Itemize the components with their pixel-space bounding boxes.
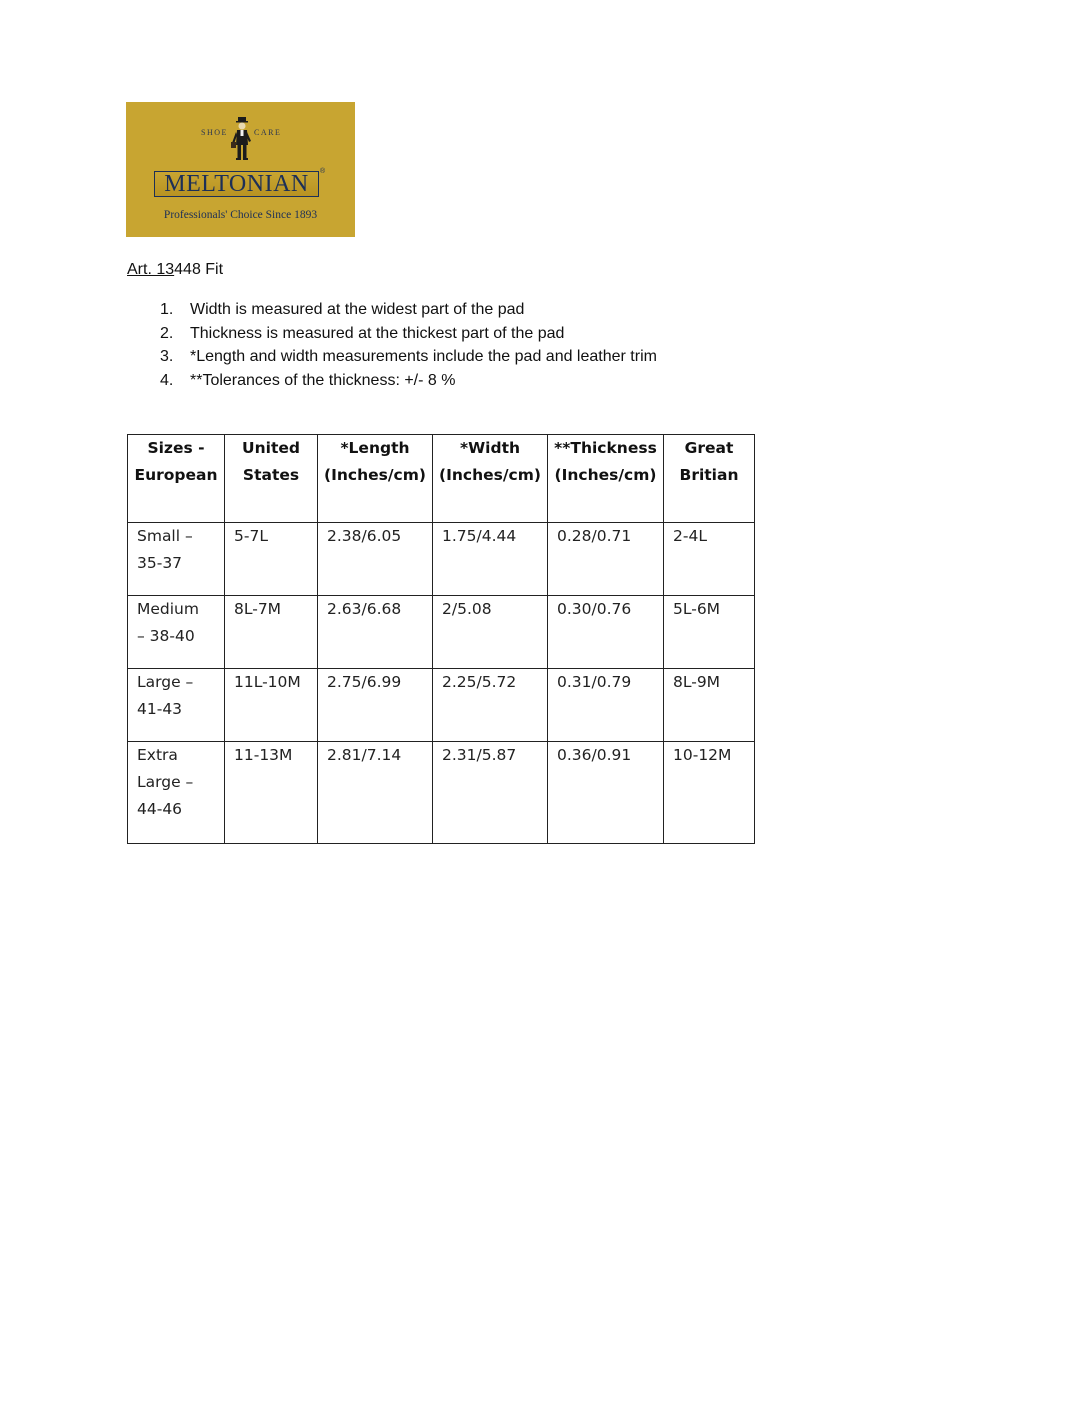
cell-thickness: 0.31/0.79 bbox=[548, 669, 664, 742]
cell-size-european: Small – 35-37 bbox=[128, 523, 225, 596]
logo-tagline: Professionals' Choice Since 1893 bbox=[163, 209, 318, 221]
logo-care-text: CARE bbox=[254, 128, 282, 137]
cell-width: 2/5.08 bbox=[433, 596, 548, 669]
note-text: Thickness is measured at the thickest part of the pad bbox=[190, 324, 565, 342]
size-fit-table bbox=[127, 434, 755, 844]
note-text: *Length and width measurements include the pad and leather trim bbox=[190, 348, 657, 365]
cell-gb-size: 2-4L bbox=[664, 523, 755, 596]
logo-registered-mark: ® bbox=[320, 168, 326, 175]
logo-shoe-text: SHOE bbox=[201, 128, 228, 137]
header-sizes-european: Sizes - European bbox=[128, 435, 225, 523]
brand-logo bbox=[126, 102, 355, 237]
cell-size-european: Medium – 38-40 bbox=[128, 596, 225, 669]
note-number: 2. bbox=[160, 324, 174, 342]
cell-thickness: 0.28/0.71 bbox=[548, 523, 664, 596]
cell-thickness: 0.36/0.91 bbox=[548, 742, 664, 844]
header-great-britain: Great Britian bbox=[664, 435, 755, 523]
cell-us-size: 5-7L bbox=[225, 523, 318, 596]
cell-us-size: 11L-10M bbox=[225, 669, 318, 742]
table-row bbox=[128, 523, 755, 596]
note-text: **Tolerances of the thickness: +/- 8 % bbox=[190, 371, 456, 389]
cell-length: 2.38/6.05 bbox=[318, 523, 433, 596]
table-row bbox=[128, 669, 755, 742]
note-item bbox=[160, 347, 657, 371]
article-title bbox=[127, 260, 223, 280]
article-title-underlined: Art. 13 bbox=[127, 261, 175, 278]
cell-gb-size: 10-12M bbox=[664, 742, 755, 844]
cell-length: 2.63/6.68 bbox=[318, 596, 433, 669]
cell-width: 2.31/5.87 bbox=[433, 742, 548, 844]
table-row bbox=[128, 596, 755, 669]
note-number: 1. bbox=[160, 301, 174, 318]
logo-brand-name: MELTONIAN bbox=[154, 171, 319, 197]
header-united-states: United States bbox=[225, 435, 318, 523]
article-title-rest: 448 Fit bbox=[174, 261, 224, 278]
cell-width: 1.75/4.44 bbox=[433, 523, 548, 596]
cell-length: 2.81/7.14 bbox=[318, 742, 433, 844]
measurement-notes bbox=[160, 300, 657, 394]
header-width: *Width (Inches/cm) bbox=[433, 435, 548, 523]
note-text: Width is measured at the widest part of the pad bbox=[190, 301, 525, 318]
cell-gb-size: 5L-6M bbox=[664, 596, 755, 669]
cell-size-european: Large – 41-43 bbox=[128, 669, 225, 742]
cell-us-size: 11-13M bbox=[225, 742, 318, 844]
note-item bbox=[160, 371, 657, 395]
cell-thickness: 0.30/0.76 bbox=[548, 596, 664, 669]
cell-width: 2.25/5.72 bbox=[433, 669, 548, 742]
note-item bbox=[160, 324, 657, 348]
cell-gb-size: 8L-9M bbox=[664, 669, 755, 742]
note-item bbox=[160, 300, 657, 324]
table-row bbox=[128, 742, 755, 844]
note-number: 3. bbox=[160, 348, 174, 365]
table-header-row bbox=[128, 435, 755, 523]
header-thickness: **Thickness (Inches/cm) bbox=[548, 435, 664, 523]
cell-length: 2.75/6.99 bbox=[318, 669, 433, 742]
cell-us-size: 8L-7M bbox=[225, 596, 318, 669]
note-number: 4. bbox=[160, 371, 174, 389]
header-length: *Length (Inches/cm) bbox=[318, 435, 433, 523]
butler-figure-icon bbox=[231, 117, 253, 161]
cell-size-european: Extra Large – 44-46 bbox=[128, 742, 225, 844]
